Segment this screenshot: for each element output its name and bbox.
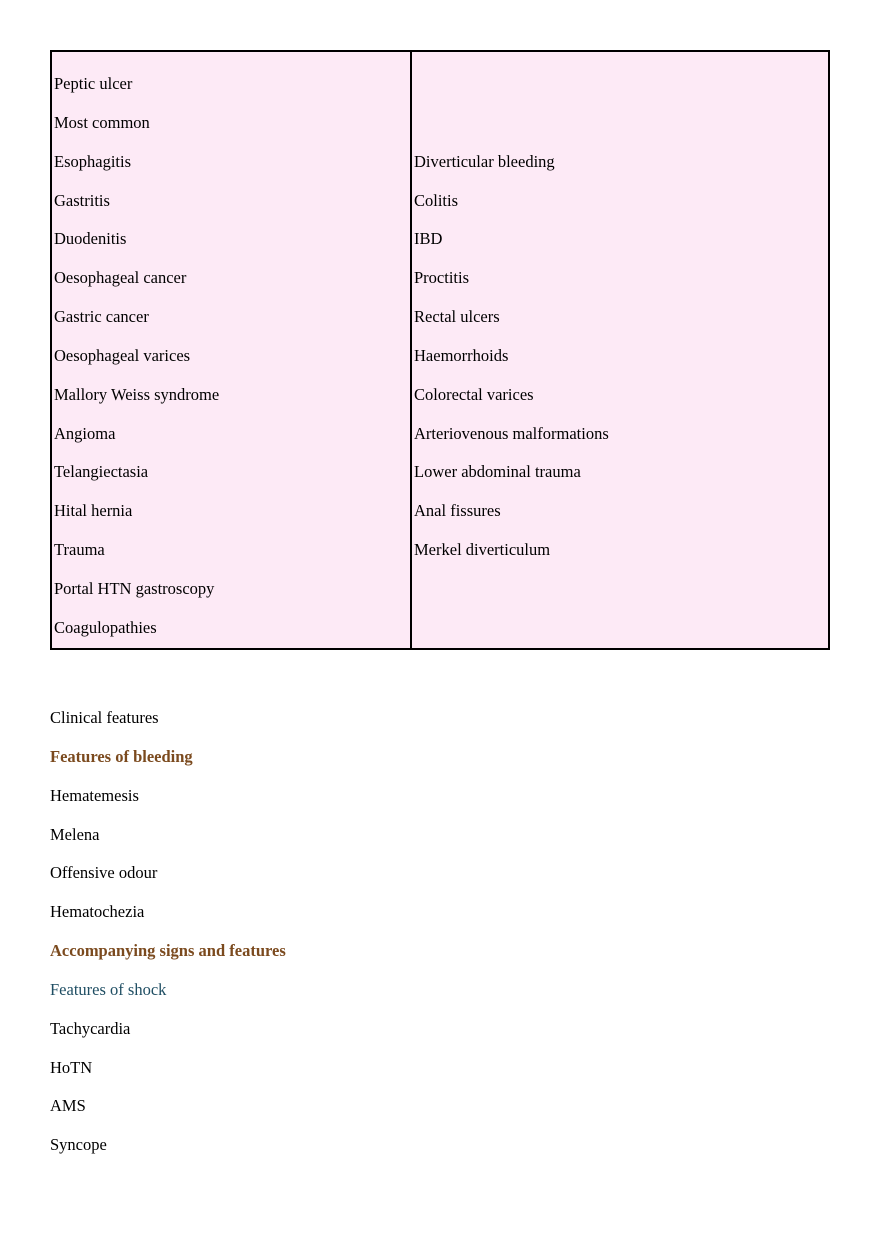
table-cell-text: Anal fissures — [414, 501, 501, 520]
causes-table — [50, 50, 830, 650]
bleeding-list-item: Melena — [50, 825, 100, 844]
table-cell-text: Most common — [54, 113, 150, 132]
table-cell-text: Rectal ulcers — [414, 307, 500, 326]
table-cell-text: Duodenitis — [54, 229, 127, 248]
table-cell-text: IBD — [414, 229, 443, 248]
table-cell-text: Arteriovenous malformations — [414, 424, 609, 443]
table-cell-text: Portal HTN gastroscopy — [54, 579, 215, 598]
table-cell-text: Colitis — [414, 191, 459, 210]
clinical-features-label: Clinical features — [50, 708, 159, 727]
bleeding-list-item: Offensive odour — [50, 863, 158, 882]
features-of-shock-subheading: Features of shock — [50, 980, 167, 999]
table-cell-text: Oesophageal cancer — [54, 268, 187, 287]
table-cell-text: Angioma — [54, 424, 116, 443]
table-cell-text: Peptic ulcer — [54, 74, 133, 93]
table-cell-text: Coagulopathies — [54, 618, 157, 637]
bleeding-list-item: Hematochezia — [50, 902, 145, 921]
shock-list-item: HoTN — [50, 1058, 93, 1077]
table-cell-text: Hital hernia — [54, 501, 133, 520]
table-cell-text: Trauma — [54, 540, 105, 559]
shock-list-item: Tachycardia — [50, 1019, 131, 1038]
table-cell-text: Lower abdominal trauma — [414, 462, 581, 481]
table-cell-text: Telangiectasia — [54, 462, 149, 481]
table-cell-text: Gastritis — [54, 191, 110, 210]
table-cell-text: Proctitis — [414, 268, 470, 287]
shock-list-item: Syncope — [50, 1135, 107, 1154]
table-cell-text: Gastric cancer — [54, 307, 149, 326]
table-cell-text: Esophagitis — [54, 152, 131, 171]
table-cell-text: Haemorrhoids — [414, 346, 509, 365]
bleeding-list-item: Hematemesis — [50, 786, 139, 805]
lower-gi-causes-column — [412, 52, 828, 648]
table-cell-text: Oesophageal varices — [54, 346, 191, 365]
accompanying-signs-heading: Accompanying signs and features — [50, 941, 286, 960]
shock-list-item: AMS — [50, 1096, 86, 1115]
upper-gi-causes-column — [52, 52, 412, 648]
table-cell-text: Mallory Weiss syndrome — [54, 385, 220, 404]
features-of-bleeding-heading: Features of bleeding — [50, 747, 193, 766]
table-cell-text: Diverticular bleeding — [414, 152, 555, 171]
table-cell-text: Colorectal varices — [414, 385, 534, 404]
table-cell-text: Merkel diverticulum — [414, 540, 551, 559]
